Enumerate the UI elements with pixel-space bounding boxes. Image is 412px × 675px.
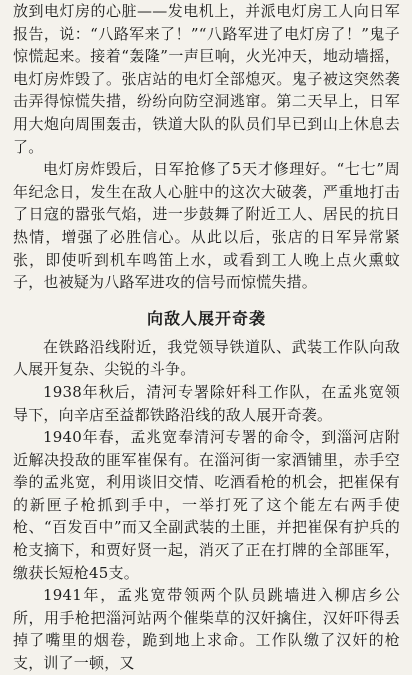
paragraph: 电灯房炸毁后，日军抢修了5天才修理好。“七七”周年纪念日，发生在敌人心脏中的这次大破袭，严重地打击了日寇的嚣张气焰，进一步鼓舞了附近工人、居民的抗日热情，增强了必胜信心。从此以后，张店的日军异常紧张，即使听到机车鸣笛上水，或看到工人晚上点火熏蚊子，也被疑为八路军进攻的信号而惊慌失措。: [13, 160, 400, 292]
paragraph-continued: 放到电灯房的心脏——发电机上，并派电灯房工人向日军报告，说：“八路军来了！”“八路军进了电灯房了！”鬼子惊慌起来。接着“轰隆”一声巨响，火光冲天，地动墙摇，电灯房炸毁了。张店站的电灯全部熄灭。鬼子被这突然袭击弄得惊慌失措，纷纷向防空洞逃窜。第二天早上，日军用大炮向周围轰击，铁道大队的队员们早已到山上休息去了。: [13, 2, 400, 156]
paragraph: 1940年春，孟兆宽奉清河专署的命令，到淄河店附近解决投敌的匪军崔保有。在淄河街一家酒铺里，赤手空拳的孟兆宽，利用谈旧交情、吃酒看枪的机会，把崔保有的新匣子枪抓到手中，一举打死了这个能左右两手使枪、“百发百中”而又全副武装的土匪，并把崔保有护兵的枪支摘下，和贾好贤一起，消灭了正在打牌的全部匪军，缴获长短枪45支。: [13, 428, 400, 582]
spacer: [13, 294, 400, 308]
section-heading: 向敌人展开奇袭: [146, 308, 266, 328]
paragraph: 1941年，孟兆宽带领两个队员跳墙进入柳店乡公所，用手枪把淄河站两个催柴草的汉奸擒住，汉奸吓得丢掉了嘴里的烟卷，跪到地上求命。工作队缴了汉奸的枪支，训了一顿，又: [13, 586, 400, 673]
paragraph: 在铁路沿线附近，我党领导铁道队、武装工作队向敌人展开复杂、尖锐的斗争。: [13, 337, 400, 379]
paragraph: 1938年秋后，清河专署除奸科工作队，在孟兆宽领导下，向辛店至益都铁路沿线的敌人展开奇袭。: [13, 382, 400, 424]
